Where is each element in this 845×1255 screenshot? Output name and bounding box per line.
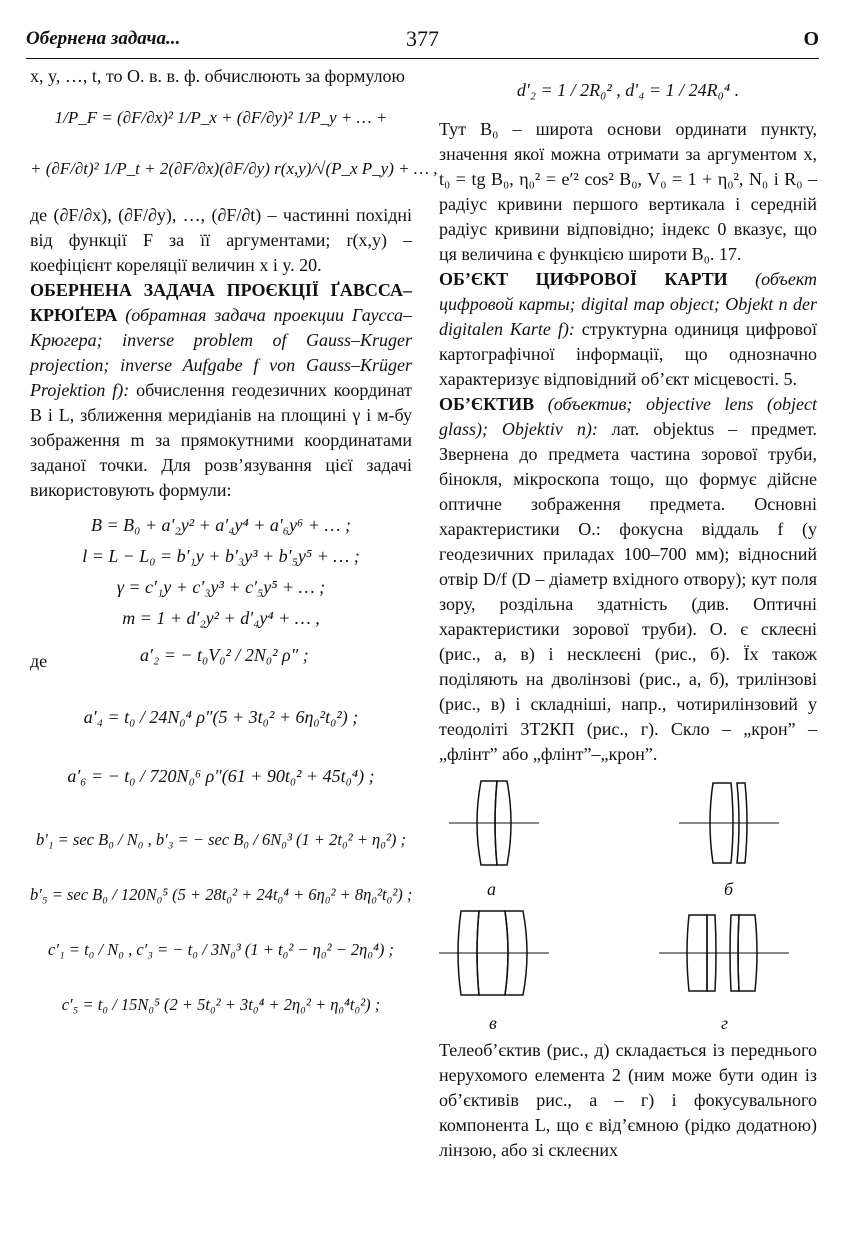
header-rule xyxy=(26,58,819,59)
lens-diagram-v xyxy=(439,903,549,1003)
formula-variance-2: + (∂F/∂t)² 1/P_t + 2(∂F/∂x)(∂F/∂y) r(x,y)/√(P_x P_y) + … , xyxy=(30,159,438,178)
lens-figures xyxy=(439,773,817,1038)
running-head: Обернена задача... xyxy=(26,28,181,49)
lens-diagram-b xyxy=(679,773,779,873)
figure-label-v: в xyxy=(489,1013,497,1033)
intro-text: x, y, …, t, то О. в. в. ф. обчислюють за формулою xyxy=(30,66,406,86)
formula-explanation: де (∂F/∂x), (∂F/∂y), …, (∂F/∂t) – частинні похідні від функції F за її аргументами; r(x,y) – коефіцієнт кореляції величин x і y. 20. xyxy=(30,205,412,275)
term-body: обчислення геодезичних координат B і L, зближення меридіанів на площині γ і м-бу зображення m за прямокутними координатами заданої точки. Для розв’язування цієї задачі використовують формули: xyxy=(30,380,412,500)
equation-b1-b3: b′₁ = sec B₀ / N₀ , b′₃ = − sec B₀ / 6N₀³ (1 + 2t₀² + η₀²) ; xyxy=(35,830,407,849)
equation-a2-row xyxy=(30,637,412,681)
term-translations: (обратная задача проекции Гаусса–Крюгера; inverse problem of Gauss–Kruger projection; inverse Aufgabe f von Gauss–Krüger Projektion f): xyxy=(30,305,412,400)
figure-label-b: б xyxy=(724,879,734,899)
de-label: де xyxy=(30,651,48,671)
term-translations: (объект цифровой карты; digital map object; Objekt n der digitalen Karte f): xyxy=(439,269,817,339)
equation-m: m = 1 + d′₂y² + d′₄y⁴ + … , xyxy=(122,608,320,628)
term-digital-map-object xyxy=(439,267,817,392)
left-column xyxy=(30,64,438,1023)
equation-a4: a′₄ = t₀ / 24N₀⁴ ρ″(5 + 3t₀² + 6η₀²t₀²) ; xyxy=(83,707,359,727)
term-title: ОБ’ЄКТ ЦИФРОВОЇ КАРТИ xyxy=(439,269,728,289)
figure-label-a: а xyxy=(487,879,496,899)
telephoto-text: Телеоб’єктив (рис., д) складається із переднього нерухомого елемента 2 (ним може бути один із об’єктивів рис., а – г) і фокусувального компонента L, що є від’ємною (рідко додатною) лінзою, або зі склеєних xyxy=(439,1040,817,1160)
equation-a6: a′₆ = − t₀ / 720N₀⁶ ρ″(61 + 90t₀² + 45t₀⁴) ; xyxy=(67,766,375,786)
equation-d: d′₂ = 1 / 2R₀² , d′₄ = 1 / 24R₀⁴ . xyxy=(516,80,740,100)
formula-variance-1: 1/P_F = (∂F/∂x)² 1/P_x + (∂F/∂y)² 1/P_y + … + xyxy=(54,108,388,127)
equation-B: B = B₀ + a′₂y² + a′₄y⁴ + a′₆y⁶ + … ; xyxy=(91,515,351,535)
lens-diagram-a xyxy=(449,773,539,873)
figure-label-g: г xyxy=(721,1013,729,1033)
equation-gamma: γ = c′₁y + c′₃y³ + c′₅y⁵ + … ; xyxy=(116,577,326,597)
term-objective xyxy=(439,392,817,767)
equation-c5: c′₅ = t₀ / 15N₀⁵ (2 + 5t₀² + 3t₀⁴ + 2η₀² + η₀⁴t₀²) ; xyxy=(61,995,381,1014)
term-inverse-gauss-kruger xyxy=(30,278,412,503)
page-number: 377 xyxy=(406,26,439,51)
equation-l: l = L − L₀ = b′₁y + b′₃y³ + b′₅y⁵ + … ; xyxy=(82,546,360,566)
lens-diagram-g xyxy=(659,903,789,1003)
term-translations: (объектив; objective lens (object glass); Objektiv n): xyxy=(439,394,817,439)
section-letter: О xyxy=(803,28,819,50)
page-header xyxy=(26,26,819,56)
equation-a2: a′₂ = − t₀V₀² / 2N₀² ρ″ ; xyxy=(140,645,309,665)
term-body: структурна одиниця цифрової картографічної інформації, що однозначно характеризує відповідний об’єкт місцевості. 5. xyxy=(439,319,818,389)
term-title: ОБЕРНЕНА ЗАДАЧА ПРОЄКЦІЇ ҐАВССА–КРЮҐЕРА xyxy=(30,280,412,325)
equation-c1-c3: c′₁ = t₀ / N₀ , c′₃ = − t₀ / 3N₀³ (1 + t₀² − η₀² − 2η₀⁴) ; xyxy=(48,940,394,959)
equation-b5: b′₅ = sec B₀ / 120N₀⁵ (5 + 28t₀² + 24t₀⁴ + 6η₀² + 8η₀²t₀²) ; xyxy=(30,885,413,904)
explanation-text: Тут B₀ – широта основи ординати пункту, значення якої можна отримати за аргументом x, t₀ = tg B₀, η₀² = e′² cos² B₀, V₀ = 1 + η₀², N₀ і R₀ – радіус кривини першого вертикала і середній радіус кривини відповідно; індекс 0 вказує, що ця величина є функцією широти B₀. 17. xyxy=(439,119,817,264)
term-body: лат. objektus – предмет. Звернена до предмета частина зорової труби, бінокля, мікроскопа тощо, що формує дійсне оптичне зображення предмета. Основні характеристики О.: фокусна віддаль f (у геодезичних приладах 100–700 мм); відносний отвір D/f (D – діаметр вхідного отвору); кут поля зору, роздільна здатність (див. Оптичні характеристики зорової труби). О. є склеєні (рис., а, в) і несклеєні (рис., б). Їх також поділяють на дволінзові (рис., а, б), трилінзові (рис., в) і складніші, напр., чотирилінзовий у теодоліті 3Т2КП (рис., г). Скло – „крон” – „флінт” або „флінт”–„крон”. xyxy=(439,419,818,764)
right-column xyxy=(439,64,817,1163)
term-title: ОБ’ЄКТИВ xyxy=(439,394,535,414)
